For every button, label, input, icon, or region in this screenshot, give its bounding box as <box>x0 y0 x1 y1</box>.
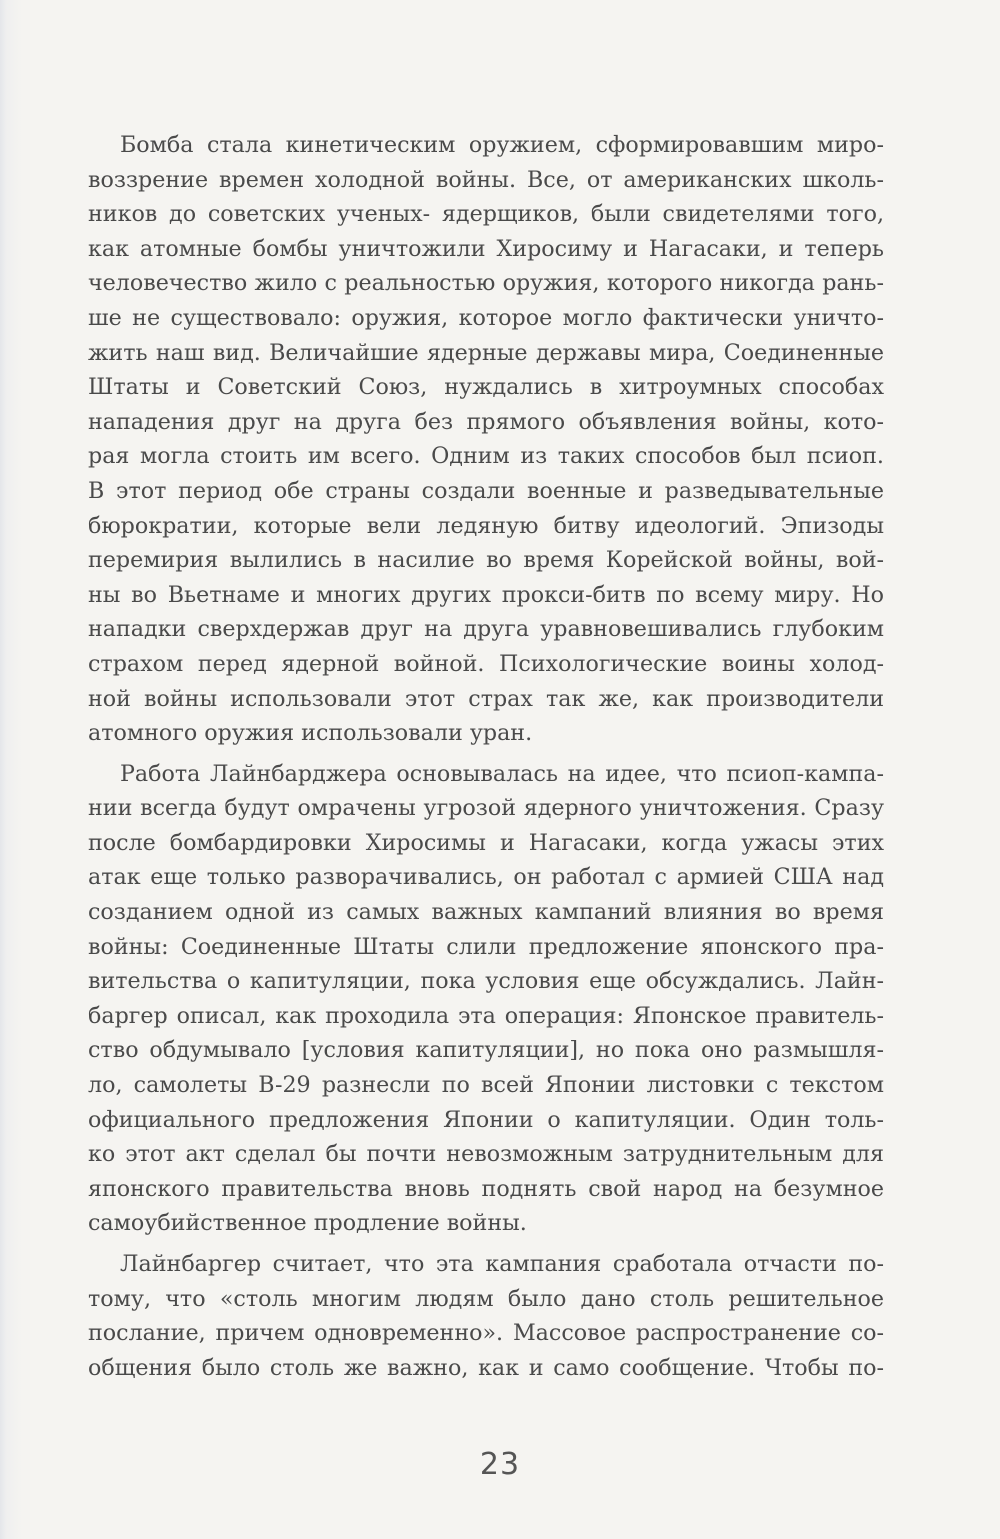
paragraph-2 <box>88 757 884 1241</box>
text-line: жить наш вид. Величайшие ядерные державы мира, Соединенные <box>88 339 884 366</box>
text-line: вительства о капитуляции, пока условия еще обсуждались. Лайн- <box>88 968 884 995</box>
text-line: Работа Лайнбарджера основывалась на идее, что псиоп-кампа- <box>120 760 884 787</box>
body-text <box>88 128 884 1385</box>
text-line: атак еще только разворачивались, он работал с армией США над <box>88 864 884 891</box>
text-line: созданием одной из самых важных кампаний влияния во время <box>88 899 884 926</box>
text-line: атомного оружия использовали уран. <box>88 720 533 747</box>
text-line: ше не существовало: оружия, которое могло фактически уничто- <box>88 304 884 331</box>
text-line: ников до советских ученых- ядерщиков, были свидетелями того, <box>88 201 884 228</box>
text-line: нападения друг на друга без прямого объявления войны, кото- <box>88 408 884 435</box>
text-line: официального предложения Японии о капитуляции. Один толь- <box>88 1106 884 1133</box>
text-line: В этот период обе страны создали военные и разведывательные <box>88 477 884 504</box>
text-line: войны: Соединенные Штаты слили предложение японского пра- <box>88 933 884 960</box>
text-line: страхом перед ядерной войной. Психологические воины холод- <box>88 650 884 677</box>
text-line: Штаты и Советский Союз, нуждались в хитроумных способах <box>88 374 884 401</box>
page-number: 23 <box>479 1447 521 1482</box>
text-line: тому, что «столь многим людям было дано столь решительное <box>88 1285 884 1312</box>
text-line: рая могла стоить им всего. Одним из таких способов был псиоп. <box>88 443 884 470</box>
text-line: Лайнбаргер считает, что эта кампания сработала отчасти по- <box>120 1251 884 1277</box>
text-line: бюрократии, которые вели ледяную битву идеологий. Эпизоды <box>88 512 884 539</box>
text-line: нии всегда будут омрачены угрозой ядерного уничтожения. Сразу <box>88 795 884 822</box>
paragraph-1 <box>88 128 884 751</box>
text-line: баргер описал, как проходила эта операция: Японское правитель- <box>88 1002 884 1029</box>
text-line: ны во Вьетнаме и многих других прокси-битв по всему миру. Но <box>88 581 884 608</box>
text-line: воззрение времен холодной войны. Все, от американских школь- <box>88 166 884 193</box>
text-line: японского правительства вновь поднять свой народ на безумное <box>88 1175 884 1202</box>
text-line: после бомбардировки Хиросимы и Нагасаки, когда ужасы этих <box>88 829 884 856</box>
text-line: нападки сверхдержав друг на друга уравновешивались глубоким <box>88 616 884 643</box>
text-line: ной войны использовали этот страх так же, как производители <box>88 685 884 712</box>
text-line: ло, самолеты B-29 разнесли по всей Японии листовки с текстом <box>88 1072 884 1099</box>
paragraph-3 <box>88 1247 884 1385</box>
text-line: ко этот акт сделал бы почти невозможным затруднительным для <box>88 1141 884 1168</box>
text-line: как атомные бомбы уничтожили Хиросиму и Нагасаки, и теперь <box>88 235 884 262</box>
text-line: перемирия вылились в насилие во время Корейской войны, вой- <box>88 547 884 574</box>
text-line: самоубийственное продление войны. <box>88 1210 527 1237</box>
text-line: послание, причем одновременно». Массовое распространение со- <box>88 1320 884 1347</box>
text-line: ство обдумывало [условия капитуляции], но пока оно размышля- <box>88 1037 884 1064</box>
text-line: Бомба стала кинетическим оружием, сформировавшим миро- <box>120 132 884 158</box>
text-line: человечество жило с реальностью оружия, которого никогда рань- <box>88 270 884 297</box>
text-line: общения было столь же важно, как и само сообщение. Чтобы по- <box>88 1354 884 1381</box>
